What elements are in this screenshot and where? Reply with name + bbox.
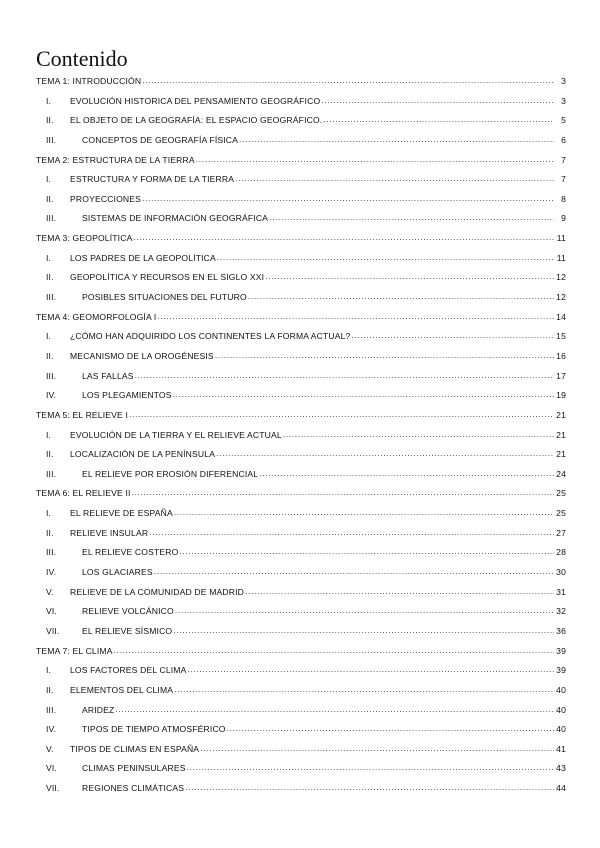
toc-subsection-entry[interactable]: [36, 565, 566, 585]
toc-entry-title: TEMA 7: EL CLIMA: [36, 645, 113, 656]
document-page: [36, 46, 566, 801]
toc-entry-title: TEMA 1: INTRODUCCIÓN: [36, 76, 142, 86]
toc-subsection-entry[interactable]: [36, 722, 566, 742]
toc-page-number: 17: [556, 370, 566, 381]
toc-subsection-entry[interactable]: [36, 781, 566, 801]
toc-dot-leader: [179, 545, 554, 555]
toc-entry-number: I.: [46, 331, 52, 342]
toc-dot-leader: [149, 526, 554, 536]
toc-page-number: 41: [556, 743, 566, 754]
toc-page-number: 21: [556, 429, 566, 440]
toc-section-entry[interactable]: [36, 644, 566, 664]
toc-entry-title: TEMA 6: EL RELIEVE II: [36, 488, 131, 499]
toc-entry-title: ARIDEZ: [82, 704, 115, 715]
toc-entry-number: III.: [46, 704, 57, 715]
toc-dot-leader: [187, 761, 554, 771]
toc-entry-number: III.: [46, 134, 57, 145]
toc-page-number: 16: [556, 350, 566, 361]
toc-entry-title: TIPOS DE TIEMPO ATMOSFÉRICO: [82, 724, 226, 735]
toc-page-number: 40: [556, 704, 566, 715]
toc-dot-leader: [217, 251, 554, 261]
toc-dot-leader: [227, 722, 554, 732]
toc-subsection-entry[interactable]: [36, 467, 566, 487]
toc-entry-title: EL RELIEVE POR EROSIÓN DIFERENCIAL: [82, 468, 259, 479]
toc-subsection-entry[interactable]: [36, 388, 566, 408]
toc-entry-number: I.: [46, 95, 52, 106]
toc-section-entry[interactable]: [36, 310, 566, 330]
toc-dot-leader: [142, 74, 554, 84]
toc-entry-number: II.: [46, 684, 54, 695]
toc-subsection-entry[interactable]: [36, 683, 566, 703]
toc-page-number: 44: [556, 783, 566, 794]
toc-page-number: 24: [556, 468, 566, 479]
toc-dot-leader: [351, 329, 554, 339]
toc-dot-leader: [185, 781, 554, 791]
toc-dot-leader: [265, 270, 554, 280]
toc-entry-title: LOS PLEGAMIENTOS: [82, 390, 172, 401]
toc-page-number: 40: [556, 684, 566, 695]
toc-entry-title: TEMA 4: GEOMORFOLOGÍA I: [36, 311, 157, 322]
table-of-contents: [36, 74, 566, 801]
toc-section-entry[interactable]: [36, 231, 566, 251]
toc-subsection-entry[interactable]: [36, 211, 566, 231]
toc-page-number: 39: [556, 665, 566, 676]
toc-dot-leader: [321, 94, 554, 104]
toc-page-number: 27: [556, 527, 566, 538]
toc-entry-title: EVOLUCIÓN HISTORICA DEL PENSAMIENTO GEOGRÁFICO: [70, 95, 321, 106]
toc-entry-number: III.: [46, 547, 57, 558]
toc-entry-title: EL RELIEVE SÍSMICO: [82, 625, 173, 636]
toc-page-number: 19: [556, 390, 566, 401]
toc-subsection-entry[interactable]: [36, 604, 566, 624]
toc-entry-number: II.: [46, 272, 54, 283]
toc-entry-title: TEMA 2: ESTRUCTURA DE LA TIERRA: [36, 154, 195, 165]
toc-subsection-entry[interactable]: [36, 742, 566, 762]
toc-entry-title: LOCALIZACIÓN DE LA PENÍNSULA: [70, 449, 216, 460]
toc-entry-title: ¿CÓMO HAN ADQUIRIDO LOS CONTINENTES LA FORMA ACTUAL?: [70, 331, 351, 342]
toc-entry-number: I.: [46, 508, 52, 519]
toc-dot-leader: [129, 408, 554, 418]
toc-dot-leader: [196, 153, 554, 163]
toc-dot-leader: [132, 486, 554, 496]
toc-dot-leader: [114, 644, 554, 654]
toc-entry-title: LOS GLACIARES: [82, 567, 153, 578]
toc-entry-title: MECANISMO DE LA OROGÉNESIS: [70, 350, 214, 361]
toc-page-number: 9: [561, 213, 566, 224]
toc-entry-number: VII.: [46, 625, 60, 636]
toc-dot-leader: [142, 192, 554, 202]
toc-subsection-entry[interactable]: [36, 585, 566, 605]
toc-entry-title: REGIONES CLIMÁTICAS: [82, 783, 185, 794]
toc-dot-leader: [216, 447, 554, 457]
toc-entry-number: III.: [46, 468, 57, 479]
toc-entry-number: III.: [46, 370, 57, 381]
toc-entry-title: TEMA 5: EL RELIEVE I: [36, 409, 128, 420]
toc-page-number: 7: [561, 154, 566, 165]
toc-entry-number: II.: [46, 527, 54, 538]
toc-dot-leader: [174, 506, 554, 516]
toc-entry-title: SISTEMAS DE INFORMACIÓN GEOGRÁFICA: [82, 213, 269, 224]
toc-entry-title: RELIEVE VOLCÁNICO: [82, 606, 174, 617]
toc-entry-number: I.: [46, 252, 52, 263]
toc-dot-leader: [175, 604, 554, 614]
toc-section-entry[interactable]: [36, 408, 566, 428]
toc-entry-number: I.: [46, 429, 52, 440]
toc-dot-leader: [135, 369, 554, 379]
toc-subsection-entry[interactable]: [36, 428, 566, 448]
toc-subsection-entry[interactable]: [36, 526, 566, 546]
toc-heading: Contenido: [36, 46, 128, 71]
toc-page-number: 40: [556, 724, 566, 735]
toc-entry-number: VI.: [46, 606, 57, 617]
toc-entry-number: III.: [46, 292, 57, 303]
toc-page-number: 7: [561, 174, 566, 185]
toc-page-number: 15: [556, 331, 566, 342]
toc-entry-number: VII.: [46, 783, 60, 794]
toc-entry-title: PROYECCIONES: [70, 193, 142, 204]
toc-entry-number: III.: [46, 213, 57, 224]
toc-entry-number: VI.: [46, 763, 57, 774]
toc-dot-leader: [133, 231, 554, 241]
toc-entry-number: II.: [46, 193, 54, 204]
toc-dot-leader: [269, 211, 554, 221]
toc-entry-number: II.: [46, 449, 54, 460]
toc-subsection-entry[interactable]: [36, 761, 566, 781]
toc-dot-leader: [173, 624, 554, 634]
toc-subsection-entry[interactable]: [36, 663, 566, 683]
toc-entry-title: EVOLUCIÓN DE LA TIERRA Y EL RELIEVE ACTUAL: [70, 429, 282, 440]
toc-entry-title: ELEMENTOS DEL CLIMA: [70, 684, 174, 695]
toc-page-number: 36: [556, 625, 566, 636]
toc-dot-leader: [283, 428, 554, 438]
toc-subsection-entry[interactable]: [36, 270, 566, 290]
toc-subsection-entry[interactable]: [36, 369, 566, 389]
toc-subsection-entry[interactable]: [36, 545, 566, 565]
toc-page-number: 14: [556, 311, 566, 322]
toc-page-number: 31: [556, 586, 566, 597]
toc-entry-title: CLIMAS PENINSULARES: [82, 763, 186, 774]
toc-dot-leader: [323, 113, 554, 123]
toc-subsection-entry[interactable]: [36, 703, 566, 723]
toc-entry-number: IV.: [46, 567, 57, 578]
toc-entry-title: EL OBJETO DE LA GEOGRAFÍA: EL ESPACIO GEOGRÁFICO.: [70, 115, 323, 126]
toc-dot-leader: [200, 742, 554, 752]
toc-page-number: 43: [556, 763, 566, 774]
toc-dot-leader: [115, 703, 554, 713]
toc-dot-leader: [215, 349, 554, 359]
toc-subsection-entry[interactable]: [36, 506, 566, 526]
toc-entry-title: LOS PADRES DE LA GEOPOLÍTICA: [70, 252, 216, 263]
toc-entry-title: ESTRUCTURA Y FORMA DE LA TIERRA: [70, 174, 235, 185]
toc-subsection-entry[interactable]: [36, 94, 566, 114]
toc-section-entry[interactable]: [36, 74, 566, 94]
toc-subsection-entry[interactable]: [36, 133, 566, 153]
toc-entry-number: I.: [46, 174, 52, 185]
toc-entry-title: TEMA 3: GEOPOLÍTICA: [36, 233, 133, 244]
toc-entry-title: EL RELIEVE COSTERO: [82, 547, 179, 558]
toc-subsection-entry[interactable]: [36, 251, 566, 271]
toc-entry-title: RELIEVE DE LA COMUNIDAD DE MADRID: [70, 586, 244, 597]
toc-subsection-entry[interactable]: [36, 349, 566, 369]
toc-page-number: 25: [556, 508, 566, 519]
toc-subsection-entry[interactable]: [36, 290, 566, 310]
toc-entry-number: V.: [46, 743, 54, 754]
toc-page-number: 32: [556, 606, 566, 617]
toc-page-number: 30: [556, 567, 566, 578]
toc-dot-leader: [174, 683, 554, 693]
toc-dot-leader: [154, 565, 554, 575]
toc-subsection-entry[interactable]: [36, 113, 566, 133]
toc-entry-title: LAS FALLAS: [82, 370, 134, 381]
toc-dot-leader: [259, 467, 554, 477]
toc-page-number: 28: [556, 547, 566, 558]
toc-dot-leader: [235, 172, 554, 182]
toc-entry-number: II.: [46, 115, 54, 126]
toc-entry-title: RELIEVE INSULAR: [70, 527, 149, 538]
toc-subsection-entry[interactable]: [36, 624, 566, 644]
toc-dot-leader: [157, 310, 554, 320]
toc-entry-number: V.: [46, 586, 54, 597]
toc-subsection-entry[interactable]: [36, 172, 566, 192]
toc-page-number: 21: [556, 409, 566, 420]
toc-entry-number: IV.: [46, 390, 57, 401]
toc-page-number: 11: [556, 233, 566, 244]
toc-entry-title: GEOPOLÍTICA Y RECURSOS EN EL SIGLO XXI: [70, 272, 265, 283]
toc-page-number: 25: [556, 488, 566, 499]
toc-dot-leader: [245, 585, 554, 595]
toc-page-number: 11: [556, 252, 566, 263]
toc-page-number: 21: [556, 449, 566, 460]
toc-entry-title: POSIBLES SITUACIONES DEL FUTURO: [82, 292, 247, 303]
toc-entry-title: EL RELIEVE DE ESPAÑA: [70, 508, 173, 519]
toc-page-number: 3: [561, 76, 566, 86]
toc-entry-title: LOS FACTORES DEL CLIMA: [70, 665, 187, 676]
toc-page-number: 39: [556, 645, 566, 656]
toc-section-entry[interactable]: [36, 486, 566, 506]
toc-subsection-entry[interactable]: [36, 447, 566, 467]
toc-page-number: 12: [556, 272, 566, 283]
toc-entry-number: II.: [46, 350, 54, 361]
toc-entry-number: IV.: [46, 724, 57, 735]
toc-entry-title: CONCEPTOS DE GEOGRAFÍA FÍSICA: [82, 134, 239, 145]
toc-page-number: 3: [561, 95, 566, 106]
toc-subsection-entry[interactable]: [36, 329, 566, 349]
toc-dot-leader: [248, 290, 554, 300]
toc-subsection-entry[interactable]: [36, 192, 566, 212]
toc-dot-leader: [173, 388, 554, 398]
toc-section-entry[interactable]: [36, 153, 566, 173]
toc-page-number: 12: [556, 292, 566, 303]
toc-page-number: 6: [561, 134, 566, 145]
toc-entry-title: TIPOS DE CLIMAS EN ESPAÑA: [70, 743, 200, 754]
toc-dot-leader: [187, 663, 554, 673]
toc-page-number: 5: [561, 115, 566, 126]
toc-entry-number: I.: [46, 665, 52, 676]
toc-page-number: 8: [561, 193, 566, 204]
toc-dot-leader: [239, 133, 554, 143]
